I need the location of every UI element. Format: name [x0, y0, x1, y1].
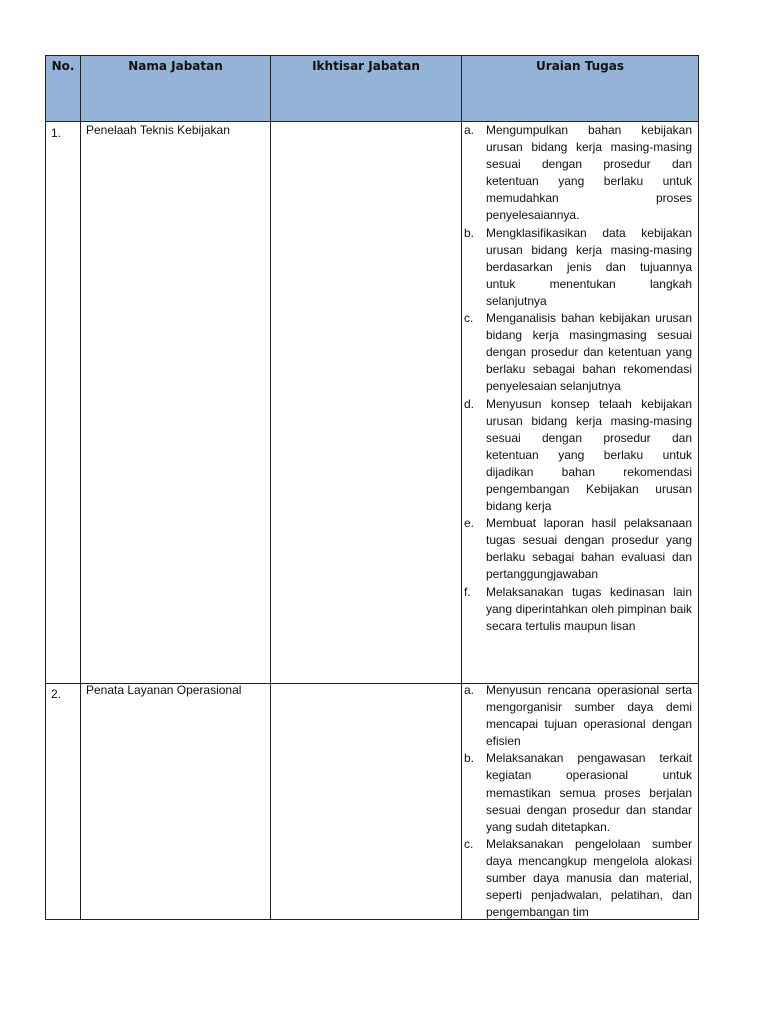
- duty-marker: b.: [464, 751, 475, 766]
- duty-marker: c.: [464, 311, 474, 326]
- duty-text: Melaksanakan pengelolaan sumber daya mencangkup mengelola alokasi sumber daya manusia dan material, seperti penjadwalan, pelatihan, dan pengembangan tim: [486, 836, 692, 920]
- duty-item: [462, 515, 692, 583]
- row-2-no: 2.: [51, 687, 62, 701]
- header-uraian-tugas: Uraian Tugas: [536, 59, 624, 73]
- duty-item: [462, 750, 692, 835]
- column-divider: [80, 56, 81, 919]
- header-nama-jabatan: Nama Jabatan: [128, 59, 223, 73]
- duty-text: Menganalisis bahan kebijakan urusan bidang kerja masingmasing sesuai dengan prosedur dan ketentuan yang berlaku sebagai bahan rekomendasi penyelesaian selanjutnya: [486, 311, 692, 394]
- duty-text: Membuat laporan hasil pelaksanaan tugas sesuai dengan prosedur yang berlaku sebagai bahan evaluasi dan pertanggungjawaban: [486, 516, 692, 582]
- duty-text: Menyusun rencana operasional serta mengorganisir sumber daya demi mencapai tujuan operasional dengan efisien: [486, 683, 692, 749]
- duty-text: Menyusun konsep telaah kebijakan urusan bidang kerja masing-masing sesuai dengan prosedur dan ketentuan yang berlaku untuk dijadikan bahan rekomendasi pengembangan Kebijakan urusan bidang kerja: [486, 396, 692, 514]
- duty-item: [462, 396, 692, 516]
- duty-item: [462, 584, 692, 635]
- duty-text: Mengklasifikasikan data kebijakan urusan bidang kerja masing-masing berdasarkan jenis dan tujuannya untuk menentukan langkah selanjutnya: [486, 225, 692, 308]
- header-ikhtisar-jabatan: Ikhtisar Jabatan: [312, 59, 420, 73]
- column-divider: [270, 56, 271, 919]
- duty-item: [462, 682, 692, 750]
- row-1-uraian-tugas: [462, 122, 692, 635]
- duty-marker: d.: [464, 396, 475, 411]
- duty-marker: b.: [464, 225, 475, 240]
- row-1-no: 1.: [51, 126, 62, 140]
- duty-item: [462, 122, 692, 225]
- duty-text: Melaksanakan tugas kedinasan lain yang diperintahkan oleh pimpinan baik secara tertulis maupun lisan: [486, 584, 692, 633]
- duty-item: [462, 225, 692, 310]
- row-2-uraian-tugas: [462, 682, 692, 921]
- duty-text: Melaksanakan pengawasan terkait kegiatan operasional untuk memastikan semua proses berjalan sesuai dengan prosedur dan standar yang sudah ditetapkan.: [486, 751, 692, 834]
- job-description-table: [45, 55, 699, 920]
- duty-item: [462, 310, 692, 395]
- duty-marker: e.: [464, 516, 475, 531]
- duty-marker: c.: [464, 836, 474, 851]
- duty-marker: f.: [464, 584, 471, 599]
- duty-marker: a.: [464, 123, 475, 137]
- duty-item: [462, 836, 692, 921]
- row-2-nama-jabatan: Penata Layanan Operasional: [86, 683, 242, 697]
- header-no: No.: [51, 59, 75, 73]
- duty-marker: a.: [464, 683, 475, 697]
- duty-text: Mengumpulkan bahan kebijakan urusan bidang kerja masing-masing sesuai dengan prosedur dan ketentuan yang berlaku untuk memudahkan proses penyelesaiannya.: [486, 123, 692, 223]
- row-1-nama-jabatan: Penelaah Teknis Kebijakan: [86, 123, 230, 137]
